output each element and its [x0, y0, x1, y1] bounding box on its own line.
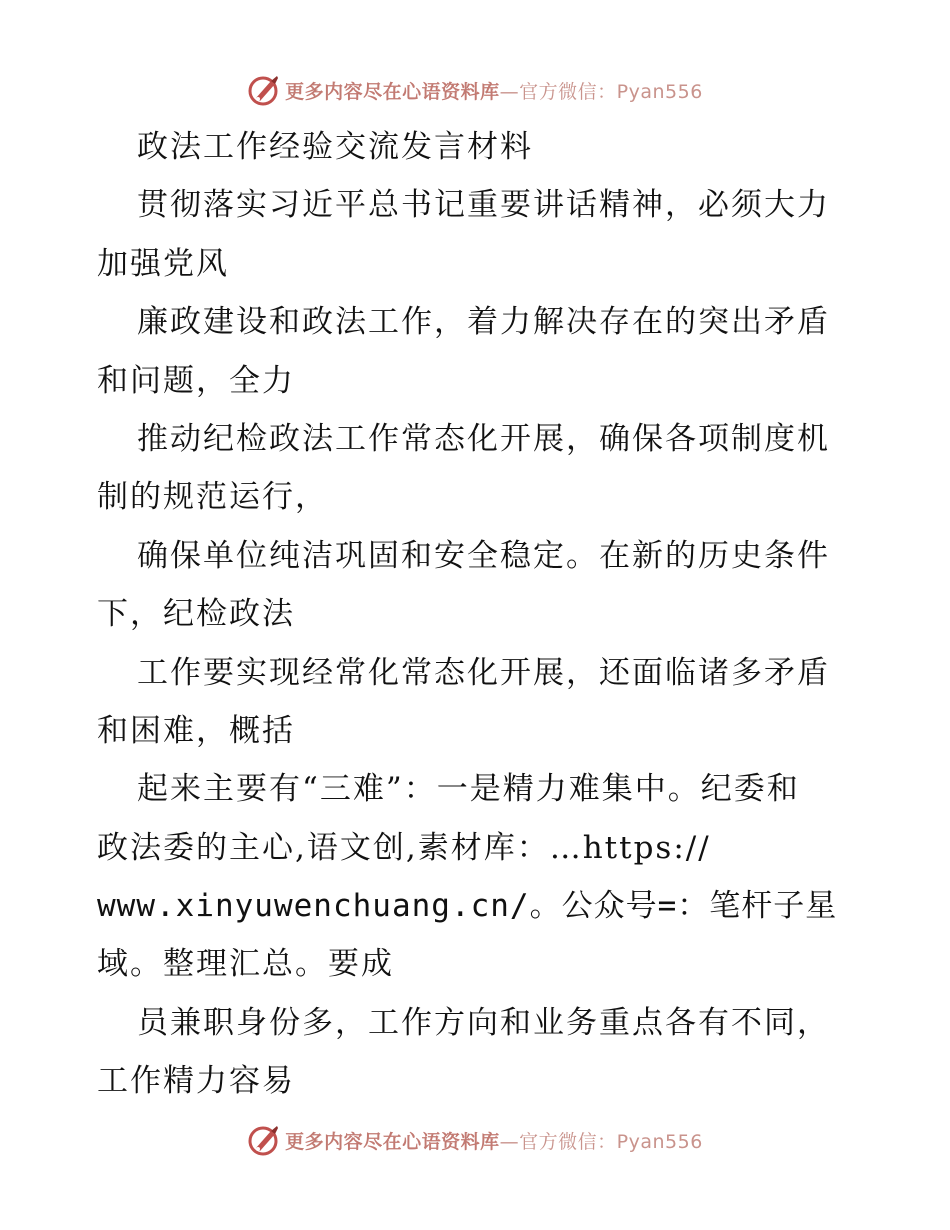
header-brand: 更多内容尽在心语资料库: [285, 80, 500, 103]
paragraph-line: 下，纪检政法: [97, 596, 295, 633]
paragraph-line: 加强党风: [97, 245, 229, 282]
paragraph-line: 和问题，全力: [97, 362, 295, 399]
footer-brand: 更多内容尽在心语资料库: [285, 1130, 500, 1153]
paragraph-line: 工作要实现经常化常态化开展，还面临诸多矛盾: [137, 654, 830, 691]
paragraph-line: 工作精力容易: [97, 1063, 295, 1100]
paragraph-line: 和困难，概括: [97, 712, 295, 749]
paragraph-line: 推动纪检政法工作常态化开展，确保各项制度机: [137, 420, 830, 457]
header-contact: 官方微信：Pyan556: [519, 80, 703, 103]
pen-logo-icon: [247, 1123, 281, 1157]
header-banner-text: [285, 77, 703, 104]
paragraph-line: 政法委的主心,语文创,素材库：…https://: [97, 829, 711, 866]
footer-banner-text: [285, 1127, 703, 1154]
pen-logo-icon: [247, 73, 281, 107]
document-title: 政法工作经验交流发言材料: [137, 129, 533, 165]
paragraph-line: 廉政建设和政法工作，着力解决存在的突出矛盾: [137, 304, 830, 341]
header-banner: [0, 70, 950, 110]
paragraph-line: 贯彻落实习近平总书记重要讲话精神，必须大力: [137, 187, 830, 224]
paragraph-line-url: www.xinyuwenchuang.cn/。公众号=：笔杆子星: [97, 888, 838, 925]
paragraph-line: 制的规范运行，: [97, 479, 328, 516]
paragraph-line: 起来主要有“三难”：一是精力难集中。纪委和: [137, 771, 800, 808]
footer-banner: [0, 1120, 950, 1160]
footer-contact: 官方微信：Pyan556: [519, 1130, 703, 1153]
paragraph-line: 员兼职身份多，工作方向和业务重点各有不同，: [137, 1004, 830, 1041]
paragraph-line: 确保单位纯洁巩固和安全稳定。在新的历史条件: [137, 537, 830, 574]
paragraph-line: 域。整理汇总。要成: [97, 946, 394, 983]
document-body: [97, 118, 857, 1111]
footer-separator: —: [499, 1130, 520, 1153]
header-separator: —: [499, 80, 520, 103]
